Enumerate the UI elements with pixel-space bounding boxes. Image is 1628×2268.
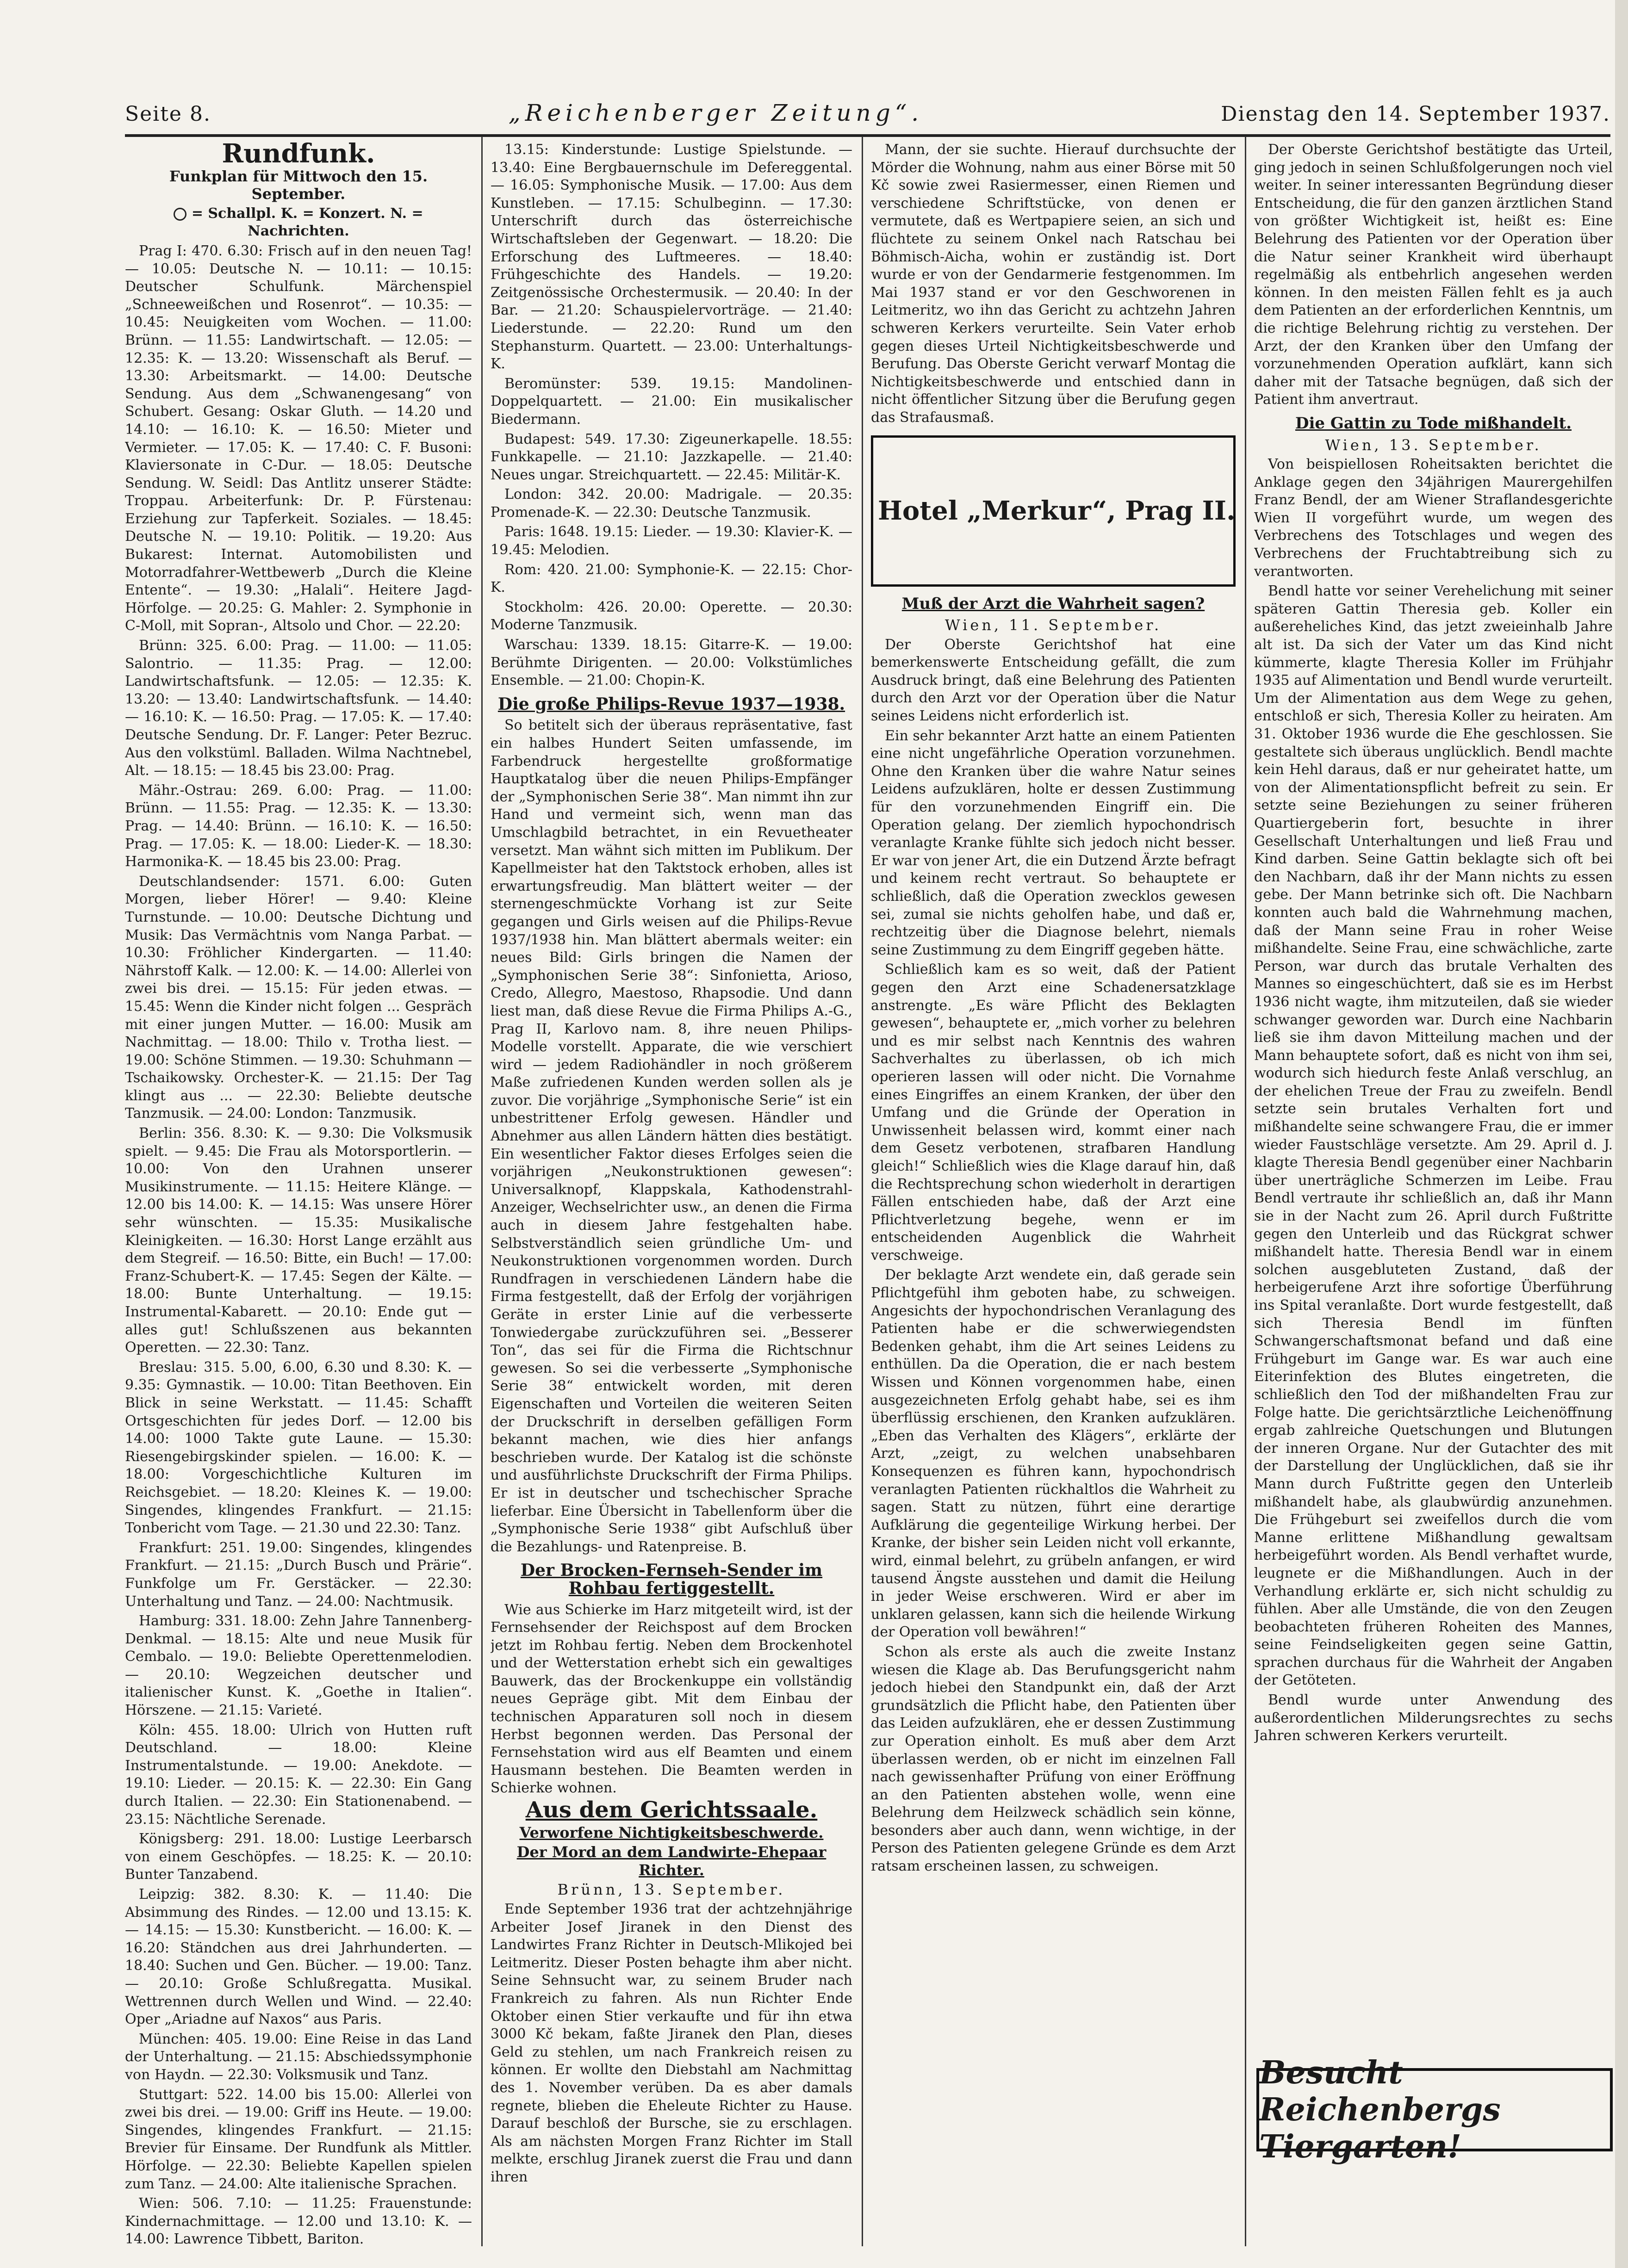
zoo-advertisement: Besucht Reichenbergs Tiergarten! (1256, 2068, 1613, 2151)
header-rule (125, 134, 1610, 137)
crime-article-dateline: Wien, 13. September. (1325, 436, 1542, 454)
radio-station: Paris: 1648. 19.15: Lieder. — 19.30: Klavier-K. — 19.45: Melodien. (491, 524, 852, 558)
court-dateline: Brünn, 13. September. (557, 1881, 786, 1899)
court-subheading-2: Der Mord an dem Landwirte-Ehepaar Richter. (516, 1843, 826, 1879)
philips-article: So betitelt sich der überaus repräsentative, fast ein halbes Hundert Seiten umfassende, im Farbendruck hergestellte großformatige Hauptkatalog über die neuen Philips-Empfänger der „Symphonischen Serie 38“. Man nimmt ihn zur Hand und vermeint sich, wenn man das Umschlagbild betrachtet, in ein Revuetheater versetzt. Man wähnt sich mitten im Publikum. Der Kapellmeister hat den Taktstock erhoben, alles ist erwartungsfreudig. Man blättert weiter — der sternengeschmückte Vorhang ist zur Seite gegangen und Girls weisen auf die Philips-Revue 1937/1938 hin. Man blättert abermals weiter: ein neues Bild: Girls bringen die Namen der „Symphonischen Serie 38“: Sinfonietta, Arioso, Credo, Allegro, Maestoso, Rhapsodie. Und dann liest man, daß diese Revue die Firma Philips A.-G., Prag II, Karlovo nam. 8, ihre neuen Philips-Modelle vorstellt. Apparate, die wie verschiert wird — jedem Radiohändler in noch größerem Maße zufriedenen Kunden werden sollen als je zuvor. Die vorjährige „Symphonische Serie“ ist ein unbestrittener Erfolg gewesen. Händler und Abnehmer aus allen Ländern hätten dies bestätigt. Ein wesentlicher Faktor dieses Erfolges seien die vorjährigen „Neukonstruktionen gewesen“: Universalknopf, Klappskala, Kathodenstrahl-Anzeiger, Wechselrichter usw., an denen die Firma auch in diesem Jahre festgehalten habe. Selbstverständlich seien gründliche Um- und Neukonstruktionen vorgenommen worden. Durch Rundfragen in verschiedenen Ländern habe die Firma festgestellt, daß der Erfolg der vorjährigen Geräte in erster Linie auf die verbesserte Tonwiedergabe zurückzuführen sei. „Besserer Ton“, das sei für die Firma die Richtschnur gewesen. So sei die verbesserte „Symphonische Serie 38“ entwickelt worden, mit deren Eigenschaften und Vorteilen die weiteren Seiten der Druckschrift in derselben gefälligen Form bekannt machen, wie dies hier anfangs beschrieben wurde. Der Katalog ist die schönste und ausführlichste Druckschrift der Firma Philips. Er ist in deutscher und tschechischer Sprache lieferbar. Eine Übersicht in Tabellenform über die „Symphonische Serie 1938“ gibt Aufschluß über die Bezahlungs- und Ratenpreise. B. (491, 717, 852, 1555)
crime-article-paragraph: Bendl hatte vor seiner Verehelichung mit seiner späteren Gattin Theresia geb. Koller ein außereheliches Kind, das jetzt zweieinhalb Jahre alt ist. Da sich der Vater um das Kind nicht kümmerte, klagte Theresia Koller im Frühjahr 1935 auf Alimentation und Bendl wurde verurteilt. Um der Alimentation aus dem Wege zu gehen, entschloß er sich, Theresia Koller zu heiraten. Am 31. Oktober 1936 wurde die Ehe geschlossen. Sie gestaltete sich überaus unglücklich. Bendl machte kein Hehl daraus, daß er nur geheiratet hatte, um von der Alimentationspflicht befreit zu sein. Er setzte seine Beziehungen zu seiner früheren Quartiergeberin fort, besuchte in ihrer Gesellschaft Unterhaltungen und ließ Frau und Kind darben. Seine Gattin beklagte sich oft bei den Nachbarn, daß ihr der Mann nichts zu essen gebe. Der Mann betrinke sich oft. Die Nachbarn konnten auch bald die Wahrnehmung machen, daß der Mann seine Frau in roher Weise mißhandelte. Seine Frau, eine schwächliche, zarte Person, war durch das brutale Verhalten des Mannes so eingeschüchtert, daß sie es im Herbst 1936 nicht wagte, ihm mitzuteilen, daß sie wieder schwanger geworden war. Durch eine Nachbarin ließ sie ihm davon Mitteilung machen und der Mann behauptete sofort, daß es nicht von ihm sei, wodurch sich hiedurch feste Anlaß verschlug, an der ehelichen Treue der Frau zu zweifeln. Bendl setzte sein brutales Verhalten fort und mißhandelte seine schwangere Frau, die er immer wieder Faustschläge versetzte. Am 29. April d. J. klagte Theresia Bendl gegenüber einer Nachbarin über unerträgliche Schmerzen im Leibe. Frau Bendl vertraute ihr schließlich an, daß ihr Mann sie in der Nacht zum 26. April durch Fußtritte gegen den Unterleib und das Rückgrat schwer mißhandelt hatte. Theresia Bendl war in einem solchen ausgebluteten Zustand, daß der herbeigerufene Arzt ihre sofortige Überführung ins Spital veranlaßte. Dort wurde festgestellt, daß sich Theresia Bendl im fünften Schwangerschaftsmonat befand und daß eine Frühgeburt im Gange war. Es war auch eine Eiterinfektion des Blutes eingetreten, die schließlich den Tod der mißhandelten Frau zur Folge hatte. Die gerichtsärztliche Leichenöffnung ergab zahlreiche Quetschungen und Blutungen der inneren Organe. Nur der Gutachter des mit der Darstellung der Unglücklichen, daß sie ihr Mann durch Fußtritte gegen den Unterleib mißhandelt habe, als glaubwürdig anzunehmen. Die Frühgeburt sei zweifellos durch die vom Manne erlittene Mißhandlung gewaltsam herbeigeführt worden. Als Bendl verhaftet wurde, leugnete er die Mißhandlungen. Auch in der Verhandlung erklärte er, sich nicht schuldig zu fühlen. Aber alle Umstände, die von den Zeugen beobachteten früheren Roheiten des Mannes, seine Feindseligkeiten gegen seine Gattin, sprachen durchaus für die Wahrheit der Angaben der Getöteten. (1254, 583, 1613, 1689)
medical-article-headline: Muß der Arzt die Wahrheit sagen? (901, 594, 1205, 613)
radio-station: Mähr.-Ostrau: 269. 6.00: Prag. — 11.00: Brünn. — 11.55: Prag. — 12.35: K. — 13.30: Prag. — 14.40: Brünn. — 16.10: K. — 16.50: Prag. — 17.05: K. — 18.00: Lieder-K. — 18.30: Harmonika-K. — 18.45 bis 23.00: Prag. (125, 782, 472, 870)
column-radio-and-court (491, 141, 852, 2253)
radio-station: Deutschlandsender: 1571. 6.00: Guten Morgen, lieber Hörer! — 9.40: Kleine Turnstunde. — 10.00: Deutsche Dichtung und Musik: Das Vermächtnis vom Nanga Parbat. — 10.30: Fröhlicher Kindergarten. — 11.40: Nährstoff Kalk. — 12.00: K. — 14.00: Allerlei von zwei bis drei. — 15.15: Für jeden etwas. — 15.45: Wenn die Kinder nicht folgen ... Gespräch mit einer jungen Mutter. — 16.00: Musik am Nachmittag. — 18.00: Thilo v. Trotha liest. — 19.00: Schöne Stimmen. — 19.30: Schuhmann — Tschaikowsky. Orchester-K. — 21.15: Der Tag klingt aus ... — 22.30: Beliebte deutsche Tanzmusik. — 24.00: London: Tanzmusik. (125, 873, 472, 1122)
brocken-headline: Der Brocken-Fernseh-Sender im Rohbau fertiggestellt. (520, 1561, 823, 1598)
radio-station: München: 405. 19.00: Eine Reise in das Land der Unterhaltung. — 21.15: Abschiedssymphonie von Haydn. — 22.30: Volksmusik und Tanz. (125, 2031, 472, 2083)
radio-station: Breslau: 315. 5.00, 6.00, 6.30 und 8.30: K. — 9.35: Gymnastik. — 10.00: Titan Beethoven. Ein Blick in seine Werkstatt. — 11.45: Schafft Ortsgeschichten für jedes Dorf. — 12.00 bis 14.00: 1000 Takte gute Laune. — 15.30: Riesengebirgskinder spielen. — 16.00: K. — 18.00: Vorgeschichtliche Kulturen im Reichsgebiet. — 18.20: Kleines K. — 19.00: Singendes, klingendes Frankfurt. — 21.15: Tonbericht vom Tage. — 21.30 und 22.30: Tanz. (125, 1359, 472, 1537)
hotel-ad-name: Hotel „Merkur“, Prag II. (878, 495, 1236, 526)
page-edge-shadow (1615, 0, 1628, 2268)
medical-article-paragraph: Schon als erste als auch die zweite Instanz wiesen die Klage ab. Das Berufungsgericht nahm jedoch hiebei den Standpunkt ein, daß der Arzt grundsätzlich die Pflicht habe, den Patienten über das Leiden aufzuklären, ehe er dessen Zustimmung zur Operation einholt. Es muß aber dem Arzt überlassen werden, ob er nicht im einzelnen Fall nach gewissenhafter Prüfung von einer Eröffnung an den Patienten abstehen wolle, wenn eine Belehrung dem Heilzweck schädlich sein könne, besonders aber auch dann, wenn wichtige, in der Person des Patienten gelegene Gründe es dem Arzt ratsam erscheinen lassen, zu schweigen. (871, 1643, 1236, 1875)
page-number: Seite 8. (125, 102, 211, 126)
medical-article-paragraph: Schließlich kam es so weit, daß der Patient gegen den Arzt eine Schadenersatzklage anstrengte. „Es wäre Pflicht des Beklagten gewesen“, behauptete er, „mich vorher zu belehren und es mir selbst nach Kenntnis des wahren Sachverhaltes zu überlassen, ob ich mich operieren lassen will oder nicht. Die Vornahme eines Eingriffes an einem Kranken, der über den Umfang und die Gründe der Operation in Unwissenheit belassen wird, kommt einer nach dem Gesetz verbotenen, strafbaren Handlung gleich!“ Schließlich wies die Klage darauf hin, daß die Rechtsprechung schon wiederholt in derartigen Fällen entschieden habe, daß der Arzt eine Pflichtverletzung begehe, wenn er im entscheidenden Augenblick die Wahrheit verschweige. (871, 961, 1236, 1264)
radio-station: Budapest: 549. 17.30: Zigeunerkapelle. 18.55: Funkkapelle. — 21.10: Jazzkapelle. — 21.40: Neues ungar. Streichquartett. — 22.45: Militär-K. (491, 431, 852, 483)
radio-station: Berlin: 356. 8.30: K. — 9.30: Die Volksmusik spielt. — 9.45: Die Frau als Motorsportlerin. — 10.00: Von den Urahnen unserer Musikinstrumente. — 11.15: Heitere Klänge. — 12.00 bis 14.00: K. — 14.15: Was unsere Hörer sehr wünschten. — 15.35: Musikalische Kleinigkeiten. — 16.30: Horst Lange erzählt aus dem Stegreif. — 16.50: Bitte, ein Buch! — 17.00: Franz-Schubert-K. — 17.45: Segen der Kälte. — 18.00: Bunte Unterhaltung. — 19.15: Instrumental-Kabarett. — 20.10: Ende gut — alles gut! Schlußszenen aus bekannten Operetten. — 22.30: Tanz. (125, 1125, 472, 1356)
radio-station: Warschau: 1339. 18.15: Gitarre-K. — 19.00: Berühmte Dirigenten. — 20.00: Volkstümliches Ensemble. — 21.00: Chopin-K. (491, 637, 852, 689)
medical-article-paragraph: Der Oberste Gerichtshof hat eine bemerkenswerte Entscheidung gefällt, die zum Ausdruck bringt, daß eine Belehrung des Patienten durch den Arzt vor der Operation über die Natur seines Leidens nicht erforderlich ist. (871, 636, 1236, 725)
court-article: Ende September 1936 trat der achtzehnjährige Arbeiter Josef Jiranek in den Dienst des Landwirtes Franz Richter in Deutsch-Mlikojed bei Leitmeritz. Dieser Posten behagte ihm aber nicht. Seine Sehnsucht war, zu seinem Bruder nach Frankreich zu fahren. Als nun Richter Ende Oktober einen Stier verkaufte und für ihn etwa 3000 Kč bekam, faßte Jiranek den Plan, dieses Geld zu stehlen, um nach Frankreich reisen zu können. Er wollte den Diebstahl am Nachmittag des 1. November verüben. Da es aber damals regnete, blieben die Eheleute Richter zu Hause. Darauf beschloß der Bursche, sie zu erschlagen. Als am nächsten Morgen Franz Richter im Stall melkte, erschlug Jiranek zuerst die Frau und dann ihren (491, 1901, 852, 2185)
column-radio-program (125, 141, 472, 2253)
radio-station: Frankfurt: 251. 19.00: Singendes, klingendes Frankfurt. — 21.15: „Durch Busch und Prärie“. Funkfolge um Fr. Gerstäcker. — 22.30: Unterhaltung und Tanz. — 24.00: Nachtmusik. (125, 1539, 472, 1610)
crime-article-headline: Die Gattin zu Tode mißhandelt. (1295, 414, 1572, 433)
radio-station: Prag I: 470. 6.30: Frisch auf in den neuen Tag! — 10.05: Deutsche N. — 10.11: — 10.15: Deutscher Schulfunk. Märchenspiel „Schneeweißchen und Rosenrot“. — 10.35: — 10.45: Neuigkeiten vom Wochen. — 11.00: Brünn. — 11.55: Landwirtschaft. — 12.05: — 12.35: K. — 13.20: Wissenschaft als Beruf. — 13.30: Arbeitsmarkt. — 14.00: Deutsche Sendung. Aus dem „Schwanengesang“ von Schubert. Gesang: Oskar Gluth. — 14.20 und 14.10: — 16.10: K. — 16.50: Mieter und Vermieter. — 17.05: K. — 17.40: C. F. Busoni: Klaviersonate in C-Dur. — 18.05: Deutsche Sendung. W. Seidl: Das Antlitz unserer Städte: Troppau. Arbeiterfunk: Dr. P. Fürstenau: Erziehung zur Tapferkeit. Soziales. — 18.45: Deutsche N. — 19.10: Politik. — 19.20: Aus Bukarest: Internat. Automobilisten und Motorradfahrer-Wettbewerb „Durch die Kleine Entente“. — 19.30: „Halali“. Heitere Jagd-Hörfolge. — 20.25: G. Mahler: 2. Symphonie in C-Moll, mit Sopran-, Altsolo und Chor. — 22.20: (125, 242, 472, 634)
radio-station: Leipzig: 382. 8.30: K. — 11.40: Die Absimmung des Rindes. — 12.00 und 13.15: K. — 14.15: — 15.30: Kunstbericht. — 16.00: K. — 16.20: Ständchen aus drei Jahrhunderten. — 18.40: Suchen und Gen. Bücher. — 19.00: Tanz. — 20.10: Große Schlußregatta. Musikal. Wettrennen durch Wellen und Wind. — 22.40: Oper „Ariadne auf Naxos“ aus Paris. (125, 1886, 472, 2028)
radio-station: Stuttgart: 522. 14.00 bis 15.00: Allerlei von zwei bis drei. — 19.00: Griff ins Heute. — 19.00: Singendes, klingendes Frankfurt. — 21.15: Brevier für Einsame. Der Rundfunk als Mittler. Hörfolge. — 22.30: Beliebte Kapellen spielen zum Tanz. — 24.00: Alte italienische Sprachen. (125, 2086, 472, 2192)
radio-title: Rundfunk. (222, 141, 375, 169)
radio-station: London: 342. 20.00: Madrigale. — 20.35: Promenade-K. — 22.30: Deutsche Tanzmusik. (491, 486, 852, 521)
medical-article-paragraph: Der beklagte Arzt wendete ein, daß gerade sein Pflichtgefühl ihm geboten habe, zu schweigen. Angesichts der hypochondrischen Veranlagung des Patienten habe er die schwerwiegendsten Bedenken gehabt, ihm die Art seines Leidens zu enthüllen. Da die Operation, die er nach bestem Wissen und Können vorgenommen habe, einen ausgezeichneten Erfolg gehabt habe, sei es ihm überflüssig erschienen, den Kranken aufzuklären. „Eben das Verhalten des Klägers“, erklärte der Arzt, „zeigt, zu welchen unabsehbaren Konsequenzen es führen kann, hypochondrisch veranlagten Patienten rückhaltlos die Wahrheit zu sagen. Statt zu nützen, führt eine derartige Aufklärung die gegenteilige Wirkung herbei. Der Kranke, der bisher sein Leiden nicht voll erkannte, wird, einmal belehrt, zu grübeln anfangen, er wird tausend Ängste ausstehen und damit die Heilung in jeder Weise erschweren. Wird er aber im unklaren gelassen, kann sich die heilende Wirkung der Operation voll bewähren!“ (871, 1267, 1236, 1641)
medical-article-dateline: Wien, 11. September. (944, 616, 1162, 634)
radio-station: Rom: 420. 21.00: Symphonie-K. — 22.15: Chor-K. (491, 561, 852, 596)
column-divider (862, 136, 863, 2246)
court-section-heading: Aus dem Gerichtssaale. (525, 1797, 818, 1823)
philips-headline: Die große Philips-Revue 1937—1938. (497, 694, 845, 714)
brocken-article: Wie aus Schierke im Harz mitgeteilt wird, ist der Fernsehsender der Reichspost auf dem Brocken jetzt im Rohbau fertig. Neben dem Brockenhotel und der Wetterstation erhebt sich ein gewaltiges Bauwerk, das der Brockenkuppe ein vollständig neues Gepräge gibt. Mit dem Einbau der technischen Apparaturen soll noch in diesem Herbst begonnen werden. Das Personal der Fernsehstation wird aus elf Beamten und einem Hausmann bestehen. Die Beamten werden in Schierke wohnen. (491, 1601, 852, 1797)
radio-station: Stockholm: 426. 20.00: Operette. — 20.30: Moderne Tanzmusik. (491, 599, 852, 633)
medical-article-continued: Der Oberste Gerichtshof bestätigte das Urteil, ging jedoch in seinen Schlußfolgerungen noch viel weiter. In seiner interessanten Begründung dieser Entscheidung, die für den ganzen ärztlichen Stand von größter Wichtigkeit ist, heißt es: Eine Belehrung des Patienten vor der Operation über die Natur seiner Krankheit wird überhaupt regelmäßig als entbehrlich angesehen werden können. In den meisten Fällen fehlt es ja auch dem Patienten an der erforderlichen Kenntnis, um die richtige Belehrung richtig zu verstehen. Der Arzt, der den Kranken über den Umfang der vorzunehmenden Operation aufklärt, kann sich daher mit der Tatsache begnügen, daß sich der Patient ihm anvertraut. (1254, 142, 1613, 408)
radio-station: Königsberg: 291. 18.00: Lustige Leerbarsch von einem Geschöpfes. — 18.25: K. — 20.10: Bunter Tanzabend. (125, 1831, 472, 1883)
radio-station: Wien: 506. 7.10: — 11.25: Frauenstunde: Kindernachmittage. — 12.00 und 13.10: K. — 14.00: Lawrence Tibbett, Bariton. (125, 2195, 472, 2248)
crime-article-paragraph: Bendl wurde unter Anwendung des außerordentlichen Milderungsrechtes zu sechs Jahren schweren Kerkers verurteilt. (1254, 1692, 1613, 1744)
record-icon (174, 208, 186, 221)
hotel-merkur-ad (871, 435, 1236, 587)
radio-station: Brünn: 325. 6.00: Prag. — 11.00: — 11.05: Salontrio. — 11.35: Prag. — 12.00: Landwirtschaftsfunk. — 12.05: — 12.35: K. 13.20: — 13.40: Landwirtschaftsfunk. — 14.40: — 16.10: K. — 16.50: Prag. — 17.05: K. — 17.40: Deutsche Sendung. Dr. F. Langer: Peter Bezruc. Aus den volkstüml. Balladen. Wilma Nachtnebel, Alt. — 18.15: — 18.45 bis 23.00: Prag. (125, 638, 472, 779)
issue-date: Dienstag den 14. September 1937. (1221, 102, 1610, 126)
newspaper-name: „Reichenberger Zeitung“. (508, 99, 924, 126)
column-verdict-and-crime (1254, 141, 1613, 2061)
radio-station: Köln: 455. 18.00: Ulrich von Hutten ruft Deutschland. — 18.00: Kleine Instrumentalstunde. — 19.00: Anekdote. — 19.10: Lieder. — 20.15: K. — 22.30: Ein Gang durch Italien. — 22.30: Ein Stationenabend. — 23.15: Nächtliche Serenade. (125, 1722, 472, 1828)
page-header (125, 99, 1610, 132)
column-court-and-medical (871, 141, 1236, 2253)
radio-station: Beromünster: 539. 19.15: Mandolinen-Doppelquartett. — 21.00: Ein musikalischer Biedermann. (491, 375, 852, 428)
radio-station: 13.15: Kinderstunde: Lustige Spielstunde. — 13.40: Eine Bergbauernschule im Defereggental. — 16.05: Symphonische Musik. — 17.00: Aus dem Kunstleben. — 17.15: Schulbeginn. — 17.30: Unterschrift durch das österreichische Wirtschaftsleben der Gegenwart. — 18.20: Die Erforschung des Luftmeeres. — 18.40: Frühgeschichte des Handels. — 19.20: Zeitgenössische Orchestermusik. — 20.40: In der Bar. — 21.20: Schauspielervorträge. — 21.40: Liederstunde. — 22.20: Rund um den Stephansturm. Quartett. — 23.00: Unterhaltungs-K. (491, 142, 852, 372)
medical-article-paragraph: Ein sehr bekannter Arzt hatte an einem Patienten eine nicht ungefährliche Operation vorzunehmen. Ohne den Kranken über die wahre Natur seines Leidens aufzuklären, holte er dessen Zustimmung für den vorzunehmenden Eingriff ein. Die Operation gelang. Der ziemlich hypochondrisch veranlagte Kranke fühlte sich jedoch nicht besser. Er war von jener Art, die ein Dutzend Ärzte befragt und keinem recht vertraut. So behauptete er schließlich, daß die Operation zwecklos gewesen sei, zumal sie nichts geholfen habe, und daß er, rechtzeitig über die Diagnose belehrt, niemals seine Zustimmung zu dem Eingriff gegeben hätte. (871, 727, 1236, 958)
column-divider (1245, 136, 1246, 2246)
court-subheading: Verworfene Nichtigkeitsbeschwerde. (519, 1823, 824, 1841)
court-article-continued: Mann, der sie suchte. Hierauf durchsuchte der Mörder die Wohnung, nahm aus einer Börse mit 50 Kč sowie zwei Rasiermesser, einen Riemen und verschiedene Schriftstücke, von denen er vermutete, daß es Wertpapiere seien, an sich und flüchtete zu seinem Onkel nach Ratschau bei Böhmisch-Aicha, wohin er zuständig ist. Dort wurde er von der Gendarmerie festgenommen. Im Mai 1937 stand er vor den Geschworenen in Leitmeritz, wo ihn das Gericht zu achtzehn Jahren schweren Kerkers verurteilte. Sein Vater erhob gegen dieses Urteil Nichtigkeitsbeschwerde und Berufung. Das Oberste Gericht verwarf Montag die Nichtigkeitsbeschwerde und entschied dann in nicht öffentlicher Sitzung über die Berufung gegen das Strafausmaß. (871, 142, 1236, 426)
radio-legend: = Schallpl. K. = Konzert. N. = Nachrichten. (125, 205, 472, 241)
radio-station: Hamburg: 331. 18.00: Zehn Jahre Tannenberg-Denkmal. — 18.15: Alte und neue Musik für Cembalo. — 19.0: Beliebte Operettenmelodien. — 20.10: Wegzeichen deutscher und italienischer Kunst. K. „Goethe in Italien“. Hörszene. — 21.15: Varieté. (125, 1613, 472, 1719)
radio-subtitle: Funkplan für Mittwoch den 15. September. (169, 167, 428, 203)
column-divider (481, 136, 483, 2246)
crime-article-paragraph: Von beispiellosen Roheitsakten berichtet die Anklage gegen den 34jährigen Maurergehilfen Franz Bendl, der am Wiener Straflandesgerichte Wien II vorgeführt wurde, um wegen des Verbrechens des Totschlages und wegen des Verbrechens der Fruchtabtreibung sich zu verantworten. (1254, 456, 1613, 580)
